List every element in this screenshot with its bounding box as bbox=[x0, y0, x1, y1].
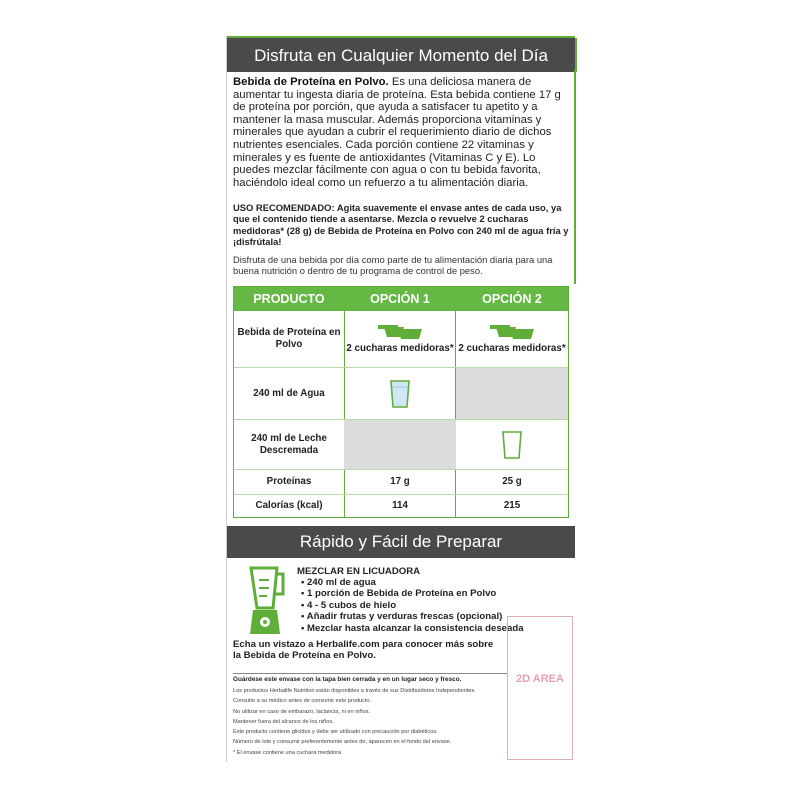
legal-lines bbox=[233, 686, 476, 758]
scoop-amount: 2 cucharas medidoras* bbox=[346, 343, 454, 354]
cell-milk-opt1 bbox=[344, 420, 456, 469]
legal-title: Guárdese este envase con la tapa bien cerrada y en un lugar seco y fresco. bbox=[233, 676, 462, 683]
scoop-icon bbox=[488, 323, 536, 341]
list-item: Consulte a su médico antes de consumir este producto. bbox=[233, 698, 372, 705]
list-item: Este producto contiene glicidos y debe ser utilizado con precaución por diabéticos. bbox=[233, 729, 438, 736]
prep-band bbox=[227, 526, 575, 558]
list-item: • 240 ml de agua bbox=[301, 577, 524, 588]
table-header-option1: OPCIÓN 1 bbox=[344, 287, 456, 311]
list-item: Mantener fuera del alcance de los niños. bbox=[233, 718, 334, 725]
cell-powder-opt2 bbox=[456, 311, 568, 367]
header-title: Disfruta en Cualquier Momento del Día bbox=[254, 46, 548, 65]
green-edge bbox=[574, 70, 576, 284]
legal-notes bbox=[233, 674, 507, 760]
list-item: • Añadir frutas y verduras frescas (opcional) bbox=[301, 611, 524, 622]
cell-calories-opt1: 114 bbox=[392, 500, 408, 511]
scoop-amount: 2 cucharas medidoras* bbox=[458, 343, 566, 354]
glass-milk-icon bbox=[501, 430, 523, 460]
list-item: Número de lote y consumir preferentemente antes de, aparecen en el fondo del envase. bbox=[233, 739, 452, 746]
prep-section-title: Rápido y Fácil de Preparar bbox=[299, 532, 503, 551]
options-table bbox=[233, 286, 569, 518]
cell-protein-opt2: 25 g bbox=[502, 476, 522, 487]
area-2d-label: 2D AREA bbox=[516, 673, 564, 685]
list-item: Los productos Herbalife Nutrition están disponibles a través de sus Distribuidores Independientes. bbox=[233, 688, 476, 694]
cell-milk-opt2 bbox=[456, 420, 568, 469]
list-item: • 1 porción de Bebida de Proteína en Polvo bbox=[301, 588, 524, 599]
list-item: * El envase contiene una cuchara medidora bbox=[233, 749, 342, 756]
cell-protein-opt1: 17 g bbox=[390, 476, 410, 487]
intro-paragraph bbox=[233, 76, 569, 189]
intro-body: Es una deliciosa manera de aumentar tu ingesta diaria de proteína. Esta bebida contiene 17 g de proteína por porción, que ayuda a satisfacer tu apetito y a mantener la masa muscular. Además proporciona vitaminas y minerales que ayudan a cubrir el requerimiento diario de dichos nutrientes esenciales. Cada porción contiene 22 vitaminas y minerales y es fuente de antioxidantes (Vitaminas C y E). Lo puedes mezclar fácilmente con agua o con tu bebida favorita, haciéndolo ideal como un refuerzo a tu alimentación diaria. bbox=[233, 76, 561, 189]
cell-calories-opt2: 215 bbox=[503, 500, 521, 511]
list-item: • Mezclar hasta alcanzar la consistencia deseada bbox=[301, 623, 524, 634]
herbalife-web-note: Echa un vistazo a Herbalife.com para conocer más sobre la Bebida de Proteína en Polvo. bbox=[233, 639, 494, 662]
glass-water-icon bbox=[389, 379, 411, 409]
usage-instructions: USO RECOMENDADO: Agita suavemente el envase antes de cada uso, ya que el contenido tiende a asentarse. Mezcla o revuelve 2 cucharas medidoras* (28 g) de Bebida de Proteína en Polvo con 240 ml de agua fría y ¡disfrútala! bbox=[233, 202, 569, 248]
label-panel bbox=[226, 36, 575, 762]
blender-icon bbox=[247, 564, 287, 636]
table-header-product: PRODUCTO bbox=[234, 287, 344, 311]
row-label-protein: Proteínas bbox=[266, 476, 312, 487]
barcode-2d-area bbox=[507, 616, 573, 760]
cell-powder-opt1 bbox=[344, 311, 456, 367]
list-item: No utilizar en caso de embarazo, lactancia, ni en niños. bbox=[233, 708, 371, 715]
header-band bbox=[227, 36, 575, 72]
cell-water-opt2 bbox=[456, 368, 568, 419]
intro-product-name: Bebida de Proteína en Polvo. bbox=[233, 76, 389, 88]
prep-steps bbox=[301, 577, 524, 634]
blender-title: MEZCLAR EN LICUADORA bbox=[297, 566, 421, 577]
cell-water-opt1 bbox=[344, 368, 456, 419]
row-label-calories: Calorías (kcal) bbox=[255, 500, 323, 511]
row-label-powder: Bebida de Proteína en Polvo bbox=[237, 327, 341, 350]
table-header-option2: OPCIÓN 2 bbox=[456, 287, 568, 311]
row-label-water: 240 ml de Agua bbox=[253, 387, 325, 399]
row-label-milk: 240 ml de Leche Descremada bbox=[251, 432, 327, 456]
scoop-icon bbox=[376, 323, 424, 341]
list-item: • 4 - 5 cubos de hielo bbox=[301, 600, 524, 611]
usage-note: Disfruta de una bebida por día como parte de tu alimentación diaria para una buena nutrición o dentro de tu programa de control de peso. bbox=[233, 254, 553, 277]
